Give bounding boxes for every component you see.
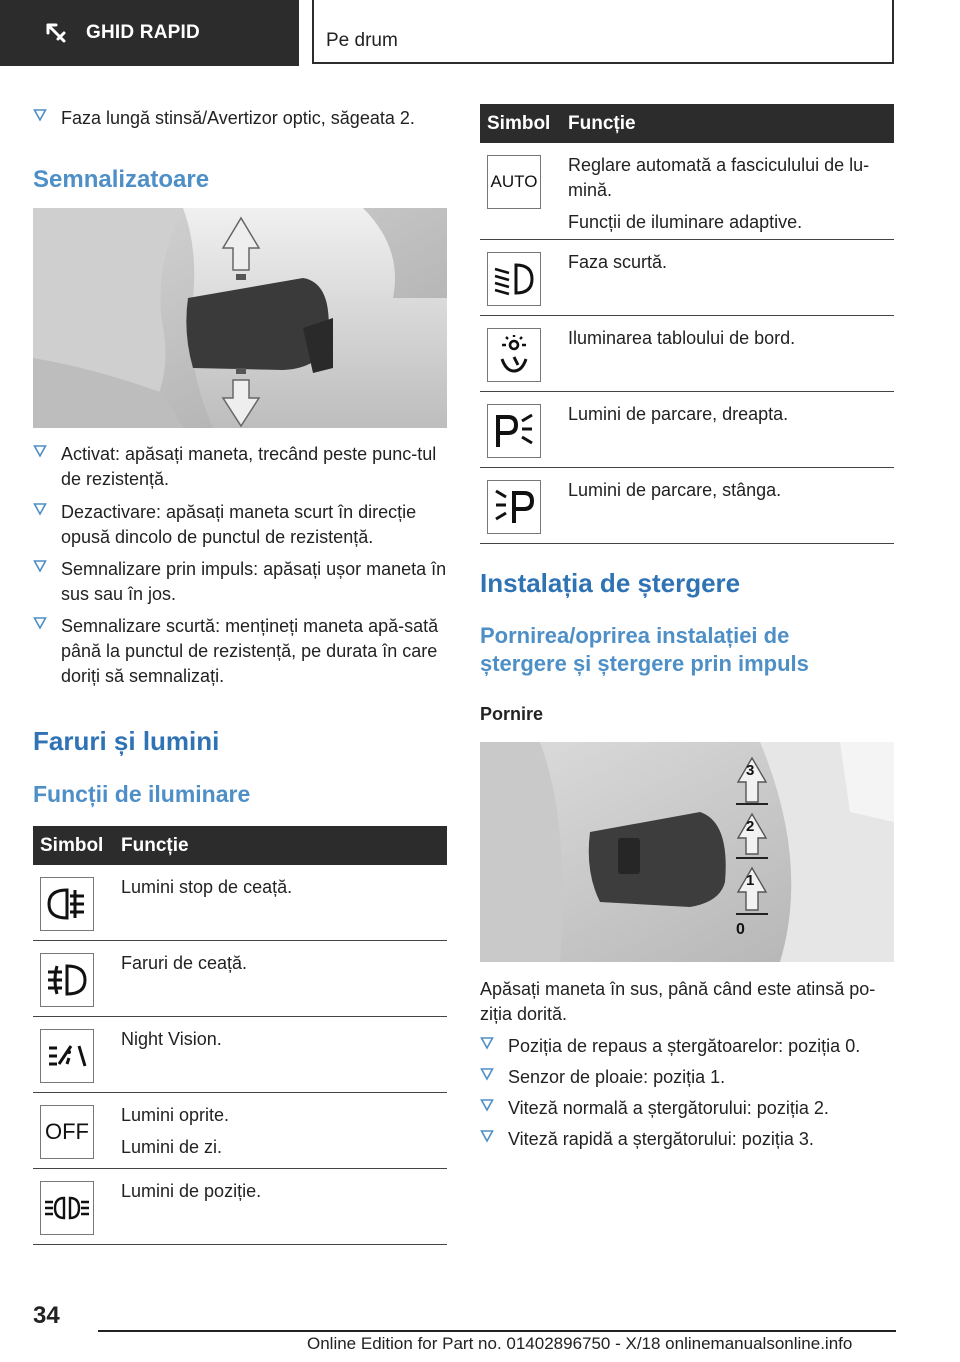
- chapter-heading: Faruri și lumini: [33, 726, 220, 756]
- section-tab[interactable]: [0, 0, 299, 66]
- table-row: [480, 240, 894, 316]
- bullet-item: Viteză normală a ștergătorului: poziția 2.: [480, 1096, 894, 1121]
- function-text: Faruri de ceață.: [121, 953, 248, 973]
- function-text: Lumini de parcare, stânga.: [568, 480, 782, 500]
- position-label-0: 0: [736, 921, 745, 938]
- quick-guide-icon: [44, 20, 70, 46]
- page-number: 34: [33, 1302, 60, 1329]
- chapter-label: Pe drum: [326, 30, 398, 51]
- low-beam-icon: [487, 252, 541, 306]
- position-label-1: 1: [746, 872, 755, 889]
- triangle-bullet-icon: [33, 502, 47, 516]
- rear-fog-light-icon: [40, 877, 94, 931]
- bullet-item: Semnalizare scurtă: mențineți maneta apă-sată până la punctul de rezistență, pe durata în care doriți să semnalizați.: [33, 614, 447, 689]
- table-row: [480, 392, 894, 468]
- bullet-item: Semnalizare prin impuls: apăsați ușor maneta în sus sau în jos.: [33, 557, 447, 607]
- lighting-functions-table-continued: [480, 104, 894, 544]
- function-text: Lumini stop de ceață.: [121, 877, 293, 897]
- bullet-item: Activat: apăsați maneta, trecând peste punc-tul de rezistență.: [33, 442, 447, 492]
- turn-signal-lever-photo: [33, 208, 447, 428]
- table-header: Simbol Funcție: [33, 826, 447, 865]
- edition-footer: Online Edition for Part no. 01402896750 - X/18 onlinemanualsonline.info: [307, 1334, 853, 1353]
- section-heading: Semnalizatoare: [33, 166, 210, 193]
- triangle-bullet-icon: [480, 1129, 494, 1143]
- bullet-item: Poziția de repaus a ștergătoarelor: poziția 0.: [480, 1034, 894, 1059]
- function-text: Night Vision.: [121, 1029, 222, 1049]
- position-label-3: 3: [746, 762, 755, 779]
- table-row: [33, 1169, 447, 1245]
- triangle-bullet-icon: [480, 1036, 494, 1050]
- parking-light-left-icon: [487, 480, 541, 534]
- triangle-bullet-icon: [480, 1098, 494, 1112]
- lighting-functions-table: [33, 826, 447, 1245]
- triangle-bullet-icon: [33, 616, 47, 630]
- function-text: Reglare automată a fasciculului de lu-mină.: [568, 155, 870, 200]
- parking-light-right-icon: [487, 404, 541, 458]
- triangle-bullet-icon: [33, 108, 47, 122]
- table-header: Simbol Funcție: [480, 104, 894, 143]
- section-heading: Funcții de iluminare: [33, 781, 251, 807]
- function-text: Iluminarea tabloului de bord.: [568, 328, 796, 348]
- table-row: [480, 468, 894, 544]
- table-row: [33, 865, 447, 941]
- table-row: [33, 1093, 447, 1169]
- night-vision-icon: [40, 1029, 94, 1083]
- off-symbol: OFF: [40, 1105, 94, 1159]
- section-label: GHID RAPID: [86, 22, 200, 43]
- wiper-instruction: Apăsați maneta în sus, până când este atinsă po- ziția dorită.: [480, 979, 876, 1024]
- bullet-item: Faza lungă stinsă/Avertizor optic, săgeata 2.: [33, 106, 447, 131]
- function-text: Lumini oprite.: [121, 1105, 230, 1125]
- position-lights-icon: [40, 1181, 94, 1235]
- wiper-lever-photo: [480, 742, 894, 962]
- auto-symbol: AUTO: [487, 155, 541, 209]
- function-text: Funcții de iluminare adaptive.: [568, 212, 803, 232]
- bullet-item: Viteză rapidă a ștergătorului: poziția 3.: [480, 1127, 894, 1152]
- table-row: [480, 316, 894, 392]
- function-text: Faza scurtă.: [568, 252, 668, 272]
- function-text: Lumini de parcare, dreapta.: [568, 404, 789, 424]
- bullet-item: Dezactivare: apăsați maneta scurt în direcție opusă dincolo de punctul de rezistență.: [33, 500, 447, 550]
- function-text: Lumini de poziție.: [121, 1181, 262, 1201]
- bullet-item: Senzor de ploaie: poziția 1.: [480, 1065, 894, 1090]
- position-label-2: 2: [746, 818, 755, 835]
- chapter-tab[interactable]: [312, 0, 894, 64]
- table-row: [480, 143, 894, 240]
- triangle-bullet-icon: [33, 559, 47, 573]
- footer-rule: [98, 1330, 896, 1332]
- triangle-bullet-icon: [480, 1067, 494, 1081]
- table-row: [33, 941, 447, 1017]
- chapter-heading: Instalația de ștergere: [480, 568, 741, 598]
- table-row: [33, 1017, 447, 1093]
- triangle-bullet-icon: [33, 444, 47, 458]
- dashboard-lighting-icon: [487, 328, 541, 382]
- front-fog-light-icon: [40, 953, 94, 1007]
- function-text: Lumini de zi.: [121, 1137, 223, 1157]
- sub-heading: Pornire: [480, 704, 544, 724]
- section-heading: Pornirea/oprirea instalației de ștergere și ștergere prin impuls: [480, 623, 809, 676]
